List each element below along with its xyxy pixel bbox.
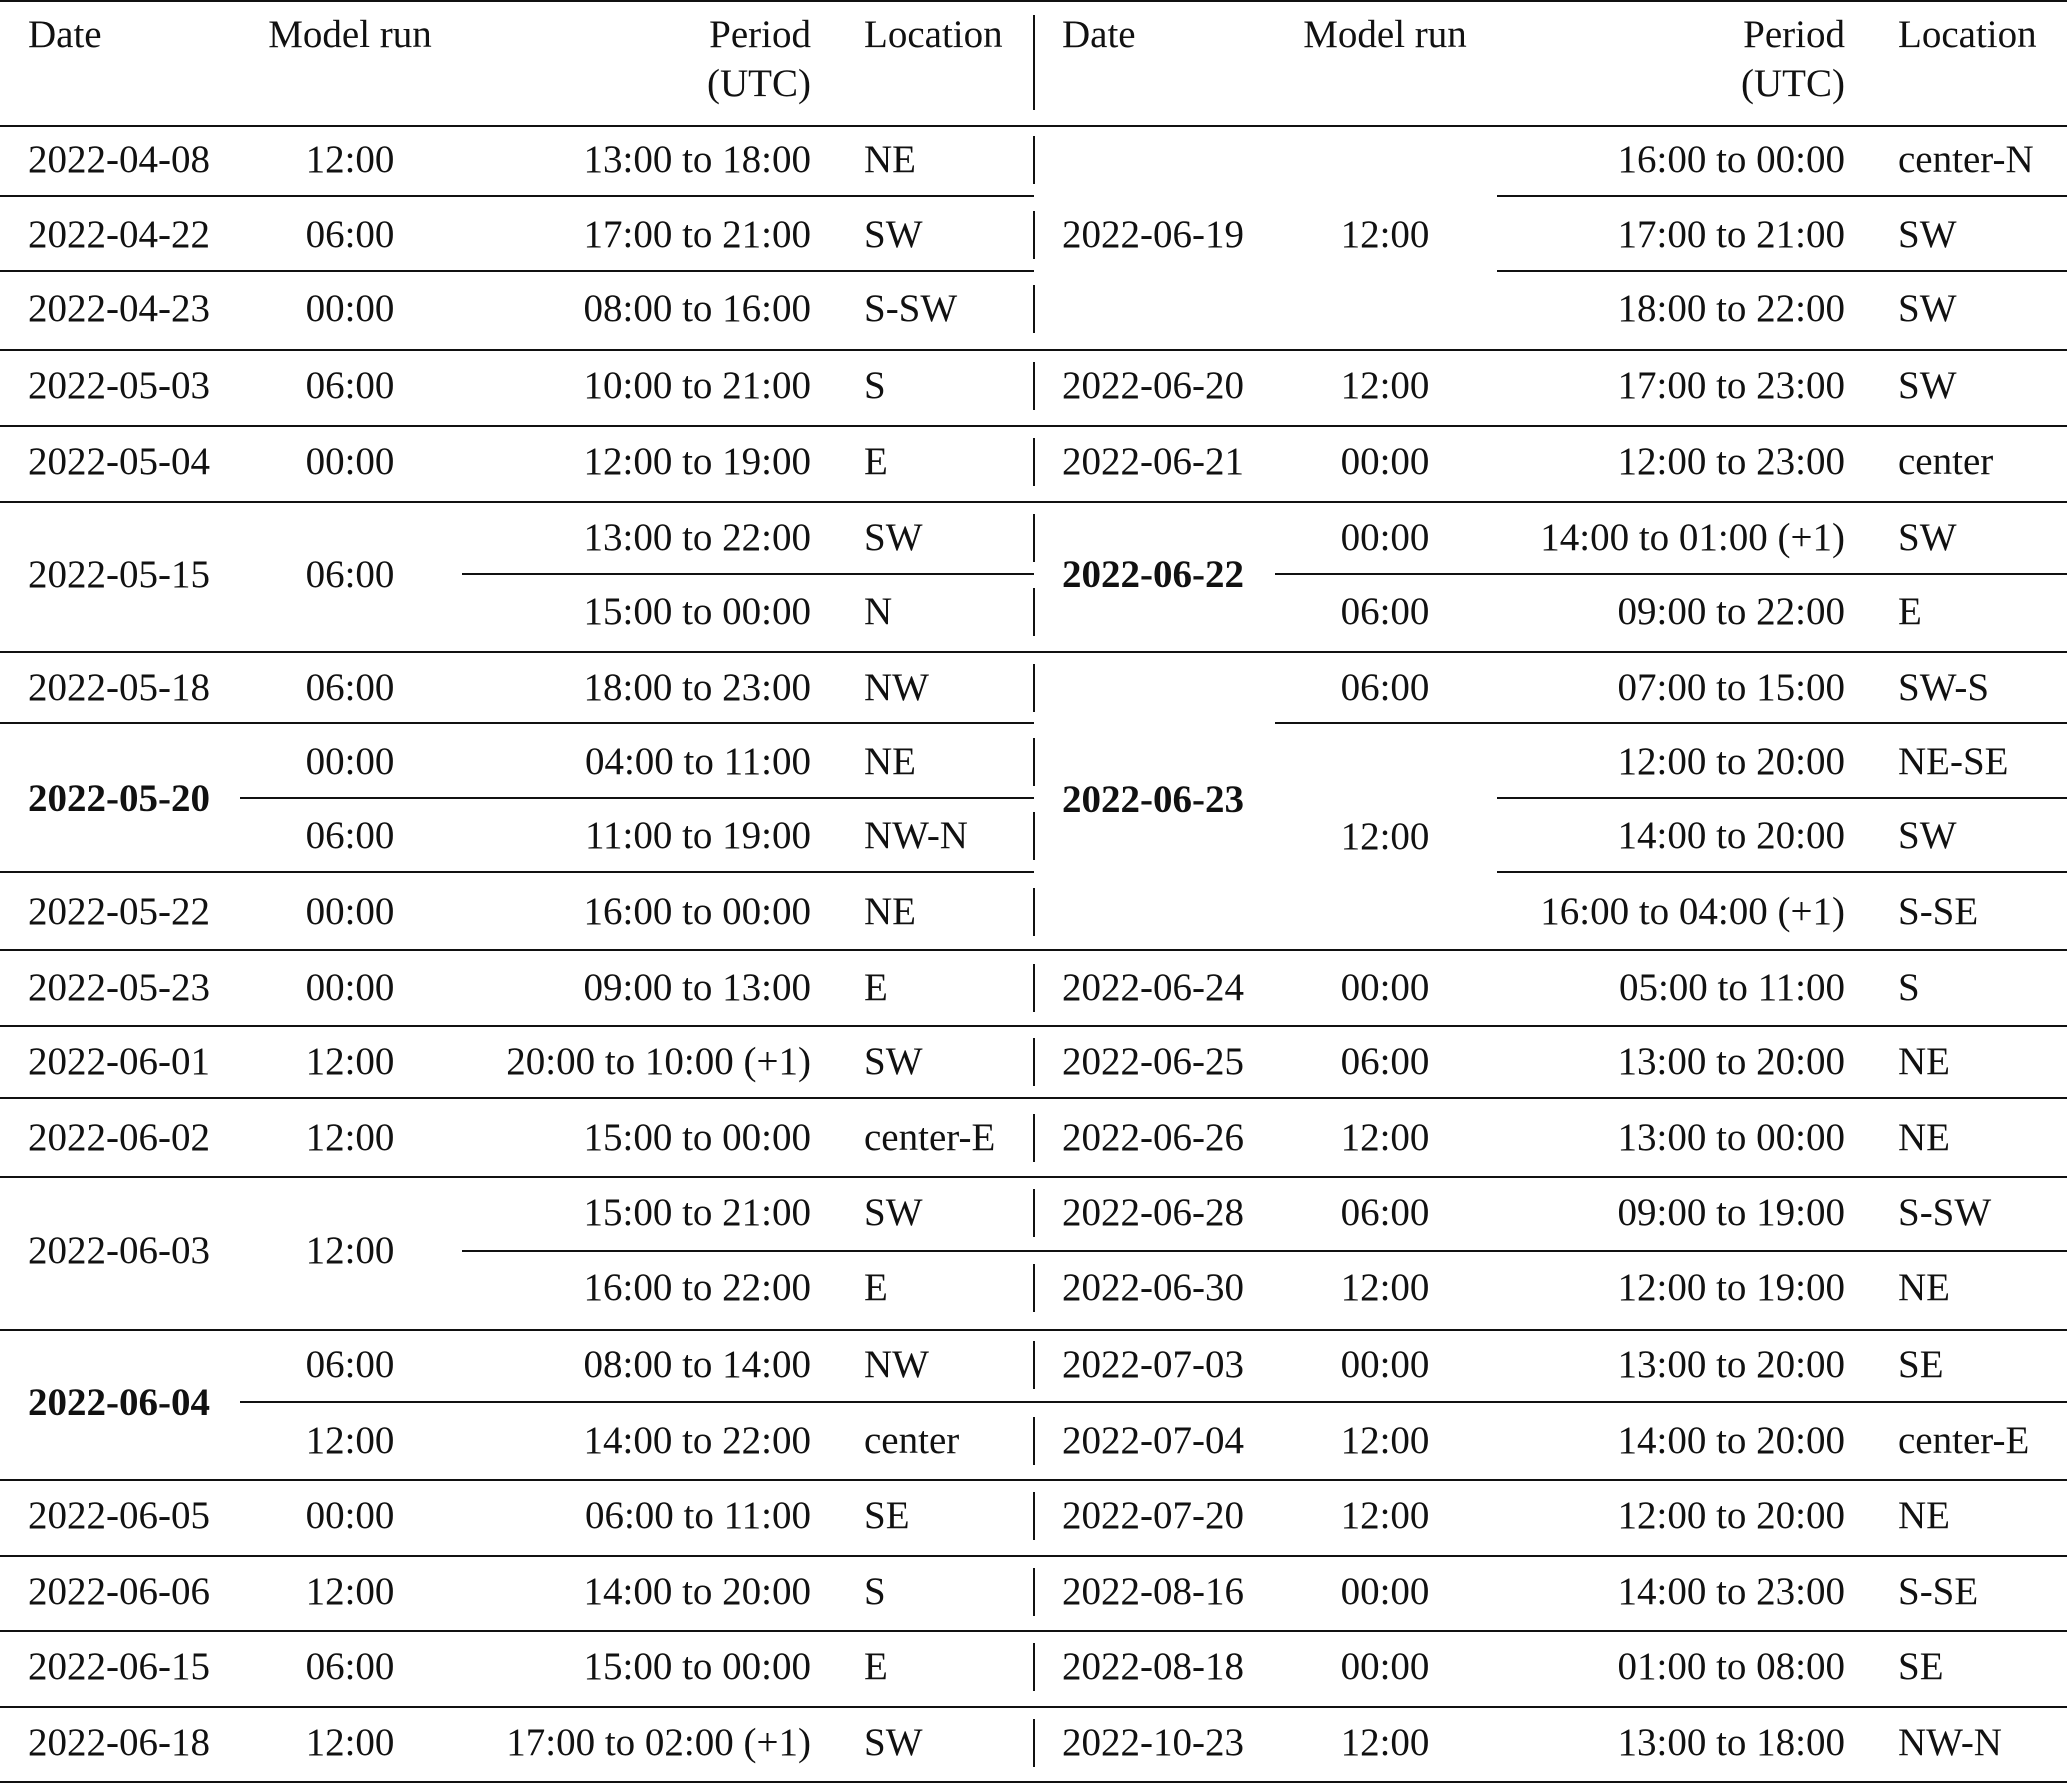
location-cell: SW	[864, 213, 923, 256]
date-cell: 2022-04-22	[28, 213, 210, 256]
group-divider	[1034, 949, 2067, 951]
group-divider	[0, 1555, 1034, 1557]
panel-divider	[1033, 888, 1035, 936]
period-cell: 15:00 to 21:00	[583, 1191, 811, 1234]
model-run-cell: 00:00	[1340, 1343, 1430, 1386]
panel-divider	[1033, 211, 1035, 259]
model-run-cell: 00:00	[1340, 966, 1430, 1009]
group-divider	[0, 501, 1034, 503]
group-divider	[1034, 1250, 2067, 1252]
location-cell: SW	[864, 516, 923, 559]
location-cell: SW	[1898, 814, 1957, 857]
group-divider	[1034, 1097, 2067, 1099]
panel-divider	[1033, 1264, 1035, 1312]
panel-divider	[1033, 964, 1035, 1012]
location-cell: center	[864, 1419, 960, 1462]
period-cell: 17:00 to 21:00	[583, 213, 811, 256]
group-divider	[1034, 349, 2067, 351]
panel-divider	[1033, 1568, 1035, 1616]
period-cell: 17:00 to 21:00	[1617, 213, 1845, 256]
group-divider	[0, 1097, 1034, 1099]
period-divider	[1497, 797, 2067, 799]
period-cell: 01:00 to 08:00	[1617, 1645, 1845, 1688]
period-cell: 15:00 to 00:00	[583, 1645, 811, 1688]
panel-divider	[1033, 738, 1035, 786]
header-period-unit: (UTC)	[1741, 62, 1845, 105]
date-cell: 2022-06-30	[1062, 1266, 1244, 1309]
group-divider	[0, 1479, 1034, 1481]
date-cell: 2022-08-16	[1062, 1570, 1244, 1613]
date-cell: 2022-06-01	[28, 1040, 210, 1083]
model-run-cell: 12:00	[305, 1419, 395, 1462]
period-cell: 17:00 to 02:00 (+1)	[506, 1721, 811, 1764]
location-cell: NE	[1898, 1040, 1950, 1083]
date-cell: 2022-06-05	[28, 1494, 210, 1537]
group-divider	[1034, 1479, 2067, 1481]
location-cell: NE	[864, 138, 916, 181]
date-cell: 2022-06-21	[1062, 440, 1244, 483]
period-cell: 13:00 to 00:00	[1617, 1116, 1845, 1159]
panel-divider	[1033, 362, 1035, 410]
location-cell: SW	[1898, 364, 1957, 407]
model-run-cell: 06:00	[305, 553, 395, 596]
date-cell: 2022-07-03	[1062, 1343, 1244, 1386]
location-cell: center-N	[1898, 138, 2034, 181]
header-date: Date	[1062, 13, 1136, 56]
period-cell: 20:00 to 10:00 (+1)	[506, 1040, 811, 1083]
location-cell: center-E	[864, 1116, 996, 1159]
period-cell: 09:00 to 22:00	[1617, 590, 1845, 633]
header-divider	[1033, 15, 1035, 110]
model-run-cell: 12:00	[305, 1721, 395, 1764]
location-cell: SW	[1898, 213, 1957, 256]
date-cell: 2022-06-28	[1062, 1191, 1244, 1234]
header-model-run: Model run	[1303, 13, 1467, 56]
model-run-cell: 00:00	[305, 287, 395, 330]
period-cell: 14:00 to 20:00	[1617, 814, 1845, 857]
panel-divider	[1033, 285, 1035, 333]
date-cell: 2022-06-22	[1062, 553, 1244, 596]
table-bottom-rule	[0, 1781, 2067, 1783]
group-divider	[1034, 651, 2067, 653]
panel-divider	[1033, 1719, 1035, 1767]
location-cell: NE	[1898, 1494, 1950, 1537]
period-cell: 12:00 to 23:00	[1617, 440, 1845, 483]
period-cell: 18:00 to 23:00	[583, 666, 811, 709]
date-cell: 2022-06-26	[1062, 1116, 1244, 1159]
period-cell: 07:00 to 15:00	[1617, 666, 1845, 709]
location-cell: E	[864, 1266, 888, 1309]
location-cell: S	[864, 364, 886, 407]
date-cell: 2022-06-04	[28, 1381, 210, 1424]
group-divider	[1034, 501, 2067, 503]
model-run-cell: 12:00	[1340, 1419, 1430, 1462]
location-cell: E	[864, 1645, 888, 1688]
date-cell: 2022-04-08	[28, 138, 210, 181]
run-divider	[1275, 573, 2067, 575]
period-cell: 14:00 to 01:00 (+1)	[1540, 516, 1845, 559]
location-cell: NW	[864, 1343, 929, 1386]
date-cell: 2022-05-20	[28, 777, 210, 820]
date-cell: 2022-06-25	[1062, 1040, 1244, 1083]
period-cell: 14:00 to 20:00	[583, 1570, 811, 1613]
location-cell: S-SW	[1898, 1191, 1992, 1234]
group-divider	[0, 949, 1034, 951]
date-cell: 2022-05-18	[28, 666, 210, 709]
date-cell: 2022-05-03	[28, 364, 210, 407]
run-divider	[1275, 722, 2067, 724]
panel-divider	[1033, 1189, 1035, 1237]
model-run-cell: 12:00	[305, 1570, 395, 1613]
header-period: Period	[1743, 13, 1845, 56]
group-divider	[0, 1176, 1034, 1178]
period-cell: 13:00 to 20:00	[1617, 1040, 1845, 1083]
period-cell: 09:00 to 13:00	[583, 966, 811, 1009]
panel-divider	[1033, 664, 1035, 712]
period-cell: 14:00 to 23:00	[1617, 1570, 1845, 1613]
group-divider	[0, 651, 1034, 653]
model-run-cell: 12:00	[1340, 1721, 1430, 1764]
model-run-cell: 00:00	[305, 966, 395, 1009]
date-cell: 2022-06-02	[28, 1116, 210, 1159]
location-cell: S-SE	[1898, 1570, 1979, 1613]
location-cell: E	[864, 440, 888, 483]
group-divider	[1034, 1630, 2067, 1632]
panel-divider	[1033, 514, 1035, 562]
group-divider	[0, 1329, 1034, 1331]
model-run-cell: 06:00	[1340, 590, 1430, 633]
panel-divider	[1033, 1417, 1035, 1465]
location-cell: SE	[1898, 1645, 1944, 1688]
location-cell: SW	[1898, 287, 1957, 330]
period-cell: 12:00 to 20:00	[1617, 1494, 1845, 1537]
group-divider	[0, 349, 1034, 351]
location-cell: NE	[1898, 1116, 1950, 1159]
group-divider	[1034, 1176, 2067, 1178]
header-model-run: Model run	[268, 13, 432, 56]
model-run-cell: 12:00	[1340, 1266, 1430, 1309]
location-cell: SW	[1898, 516, 1957, 559]
group-divider	[0, 195, 1034, 197]
group-divider	[1034, 1329, 2067, 1331]
model-run-cell: 06:00	[305, 1645, 395, 1688]
model-run-cell: 06:00	[305, 1343, 395, 1386]
panel-divider	[1033, 1038, 1035, 1086]
group-divider	[0, 1025, 1034, 1027]
header-date: Date	[28, 13, 102, 56]
location-cell: SW	[864, 1040, 923, 1083]
group-divider	[1034, 1555, 2067, 1557]
header-period: Period	[709, 13, 811, 56]
location-cell: SE	[864, 1494, 910, 1537]
model-run-cell: 12:00	[305, 138, 395, 181]
date-cell: 2022-06-18	[28, 1721, 210, 1764]
run-divider	[240, 797, 1034, 799]
model-run-cell: 12:00	[1340, 1494, 1430, 1537]
period-cell: 10:00 to 21:00	[583, 364, 811, 407]
model-run-cell: 12:00	[305, 1228, 395, 1272]
period-divider	[1497, 270, 2067, 272]
period-cell: 12:00 to 19:00	[1617, 1266, 1845, 1309]
period-divider	[462, 1250, 1034, 1252]
model-run-cell: 06:00	[305, 213, 395, 256]
period-divider	[1497, 195, 2067, 197]
date-cell: 2022-05-22	[28, 890, 210, 933]
location-cell: NE	[864, 890, 916, 933]
location-cell: E	[1898, 590, 1922, 633]
date-cell: 2022-07-04	[1062, 1419, 1244, 1462]
model-run-cell: 00:00	[305, 890, 395, 933]
period-cell: 11:00 to 19:00	[584, 814, 811, 857]
panel-divider	[1033, 588, 1035, 636]
period-cell: 06:00 to 11:00	[584, 1494, 811, 1537]
group-divider	[1034, 1706, 2067, 1708]
group-divider	[0, 425, 1034, 427]
date-cell: 2022-06-19	[1062, 212, 1244, 256]
location-cell: N	[864, 590, 893, 633]
location-cell: NE	[1898, 1266, 1950, 1309]
model-run-cell: 00:00	[305, 740, 395, 783]
group-divider	[0, 1630, 1034, 1632]
period-cell: 13:00 to 18:00	[1617, 1721, 1845, 1764]
header-location: Location	[1898, 13, 2037, 56]
header-location: Location	[864, 13, 1003, 56]
period-cell: 15:00 to 00:00	[583, 1116, 811, 1159]
model-run-cell: 00:00	[1340, 1645, 1430, 1688]
date-cell: 2022-06-03	[28, 1228, 210, 1272]
location-cell: SW-S	[1898, 666, 1990, 709]
model-run-cell: 00:00	[305, 1494, 395, 1537]
location-cell: NE-SE	[1898, 740, 2009, 783]
period-cell: 16:00 to 22:00	[583, 1266, 811, 1309]
date-cell: 2022-05-04	[28, 440, 210, 483]
period-cell: 13:00 to 20:00	[1617, 1343, 1845, 1386]
table-top-rule	[0, 0, 2067, 2]
period-cell: 16:00 to 00:00	[1617, 138, 1845, 181]
model-run-cell: 12:00	[1340, 212, 1430, 256]
period-cell: 08:00 to 16:00	[583, 287, 811, 330]
date-cell: 2022-08-18	[1062, 1645, 1244, 1688]
period-cell: 12:00 to 19:00	[583, 440, 811, 483]
location-cell: S	[864, 1570, 886, 1613]
panel-divider	[1033, 136, 1035, 184]
panel-divider	[1033, 1114, 1035, 1162]
period-cell: 13:00 to 22:00	[583, 516, 811, 559]
date-cell: 2022-06-15	[28, 1645, 210, 1688]
header-period-unit: (UTC)	[707, 62, 811, 105]
group-divider	[1034, 1025, 2067, 1027]
panel-divider	[1033, 812, 1035, 860]
period-cell: 14:00 to 22:00	[583, 1419, 811, 1462]
group-divider	[1034, 425, 2067, 427]
location-cell: SW	[864, 1191, 923, 1234]
date-cell: 2022-06-24	[1062, 966, 1244, 1009]
location-cell: S	[1898, 966, 1920, 1009]
date-cell: 2022-10-23	[1062, 1721, 1244, 1764]
group-divider	[0, 270, 1034, 272]
location-cell: S-SW	[864, 287, 958, 330]
date-cell: 2022-07-20	[1062, 1494, 1244, 1537]
model-run-cell: 00:00	[1340, 1570, 1430, 1613]
model-run-cell: 06:00	[305, 364, 395, 407]
model-run-cell: 06:00	[305, 814, 395, 857]
date-cell: 2022-06-20	[1062, 364, 1244, 407]
model-run-cell: 00:00	[1340, 440, 1430, 483]
period-cell: 13:00 to 18:00	[583, 138, 811, 181]
panel-divider	[1033, 1492, 1035, 1540]
period-cell: 09:00 to 19:00	[1617, 1191, 1845, 1234]
period-cell: 12:00 to 20:00	[1617, 740, 1845, 783]
location-cell: center	[1898, 440, 1994, 483]
date-cell: 2022-05-23	[28, 966, 210, 1009]
panel-divider	[1033, 438, 1035, 486]
run-divider	[240, 1401, 1034, 1403]
location-cell: SE	[1898, 1343, 1944, 1386]
model-run-cell: 12:00	[305, 1116, 395, 1159]
model-run-cell: 12:00	[1340, 815, 1430, 858]
date-cell: 2022-06-23	[1062, 778, 1244, 821]
period-cell: 17:00 to 23:00	[1617, 364, 1845, 407]
period-divider	[1497, 871, 2067, 873]
group-divider	[0, 1706, 1034, 1708]
date-cell: 2022-04-23	[28, 287, 210, 330]
header-rule	[0, 125, 2067, 127]
model-run-cell: 00:00	[1340, 516, 1430, 559]
location-cell: E	[864, 966, 888, 1009]
model-run-cell: 12:00	[1340, 364, 1430, 407]
model-run-cell: 06:00	[305, 666, 395, 709]
location-cell: NW-N	[864, 814, 968, 857]
location-cell: NE	[864, 740, 916, 783]
model-run-cell: 12:00	[1340, 1116, 1430, 1159]
group-divider	[0, 722, 1034, 724]
period-cell: 15:00 to 00:00	[583, 590, 811, 633]
period-cell: 18:00 to 22:00	[1617, 287, 1845, 330]
date-cell: 2022-05-15	[28, 553, 210, 596]
location-cell: NW-N	[1898, 1721, 2002, 1764]
panel-divider	[1033, 1341, 1035, 1389]
period-cell: 14:00 to 20:00	[1617, 1419, 1845, 1462]
model-run-cell: 06:00	[1340, 666, 1430, 709]
location-cell: NW	[864, 666, 929, 709]
model-run-cell: 00:00	[305, 440, 395, 483]
period-cell: 16:00 to 04:00 (+1)	[1540, 890, 1845, 933]
location-cell: S-SE	[1898, 890, 1979, 933]
panel-divider	[1033, 1643, 1035, 1691]
group-divider	[0, 871, 1034, 873]
period-cell: 04:00 to 11:00	[584, 740, 811, 783]
model-run-cell: 06:00	[1340, 1040, 1430, 1083]
date-cell: 2022-06-06	[28, 1570, 210, 1613]
group-divider	[1034, 1401, 2067, 1403]
period-cell: 05:00 to 11:00	[1618, 966, 1845, 1009]
period-cell: 08:00 to 14:00	[583, 1343, 811, 1386]
model-run-cell: 06:00	[1340, 1191, 1430, 1234]
period-divider	[462, 573, 1034, 575]
period-cell: 16:00 to 00:00	[583, 890, 811, 933]
model-run-cell: 12:00	[305, 1040, 395, 1083]
location-cell: SW	[864, 1721, 923, 1764]
location-cell: center-E	[1898, 1419, 2030, 1462]
